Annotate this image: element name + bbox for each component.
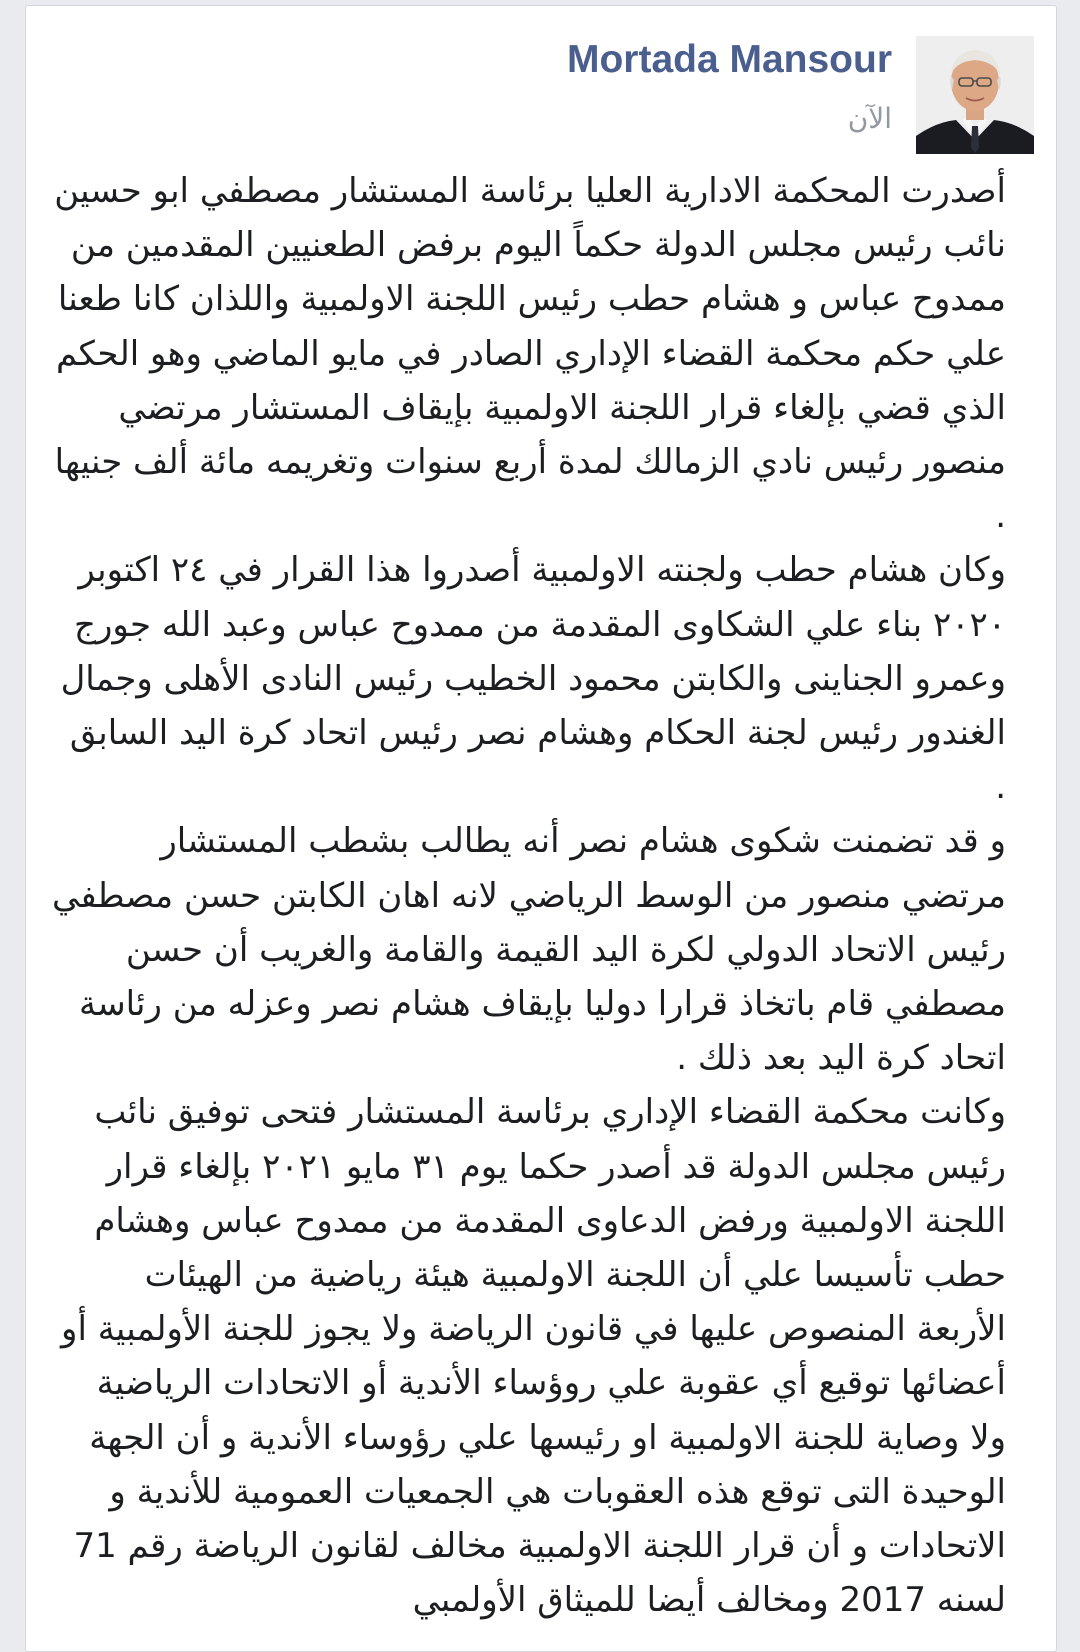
avatar[interactable] xyxy=(916,36,1034,154)
post-paragraph-2: وكان هشام حطب ولجنته الاولمبية أصدروا هذا القرار في ٢٤ اكتوبر ٢٠٢٠ بناء علي الشكاوى المقدمة من ممدوح عباس وعبد الله جورج وعمرو الجناينى والكابتن محمود الخطيب رئيس النادى الأهلى وجمال الغندور رئيس لجنة الحكام وهشام نصر رئيس اتحاد كرة اليد السابق . xyxy=(60,550,1006,808)
post-card xyxy=(25,5,1057,1652)
post-timestamp[interactable]: الآن xyxy=(847,102,892,135)
post-paragraph-4: وكانت محكمة القضاء الإداري برئاسة المستشار فتحى توفيق نائب رئيس مجلس الدولة قد أصدر حكما يوم ٣١ مايو ٢٠٢١ بإلغاء قرار اللجنة الاولمبية ورفض الدعاوى المقدمة من ممدوح عباس وهشام حطب تأسيسا علي أن اللجنة الاولمبية هيئة رياضية من الهيئات الأربعة المنصوص عليها في قانون الرياضة ولا يجوز للجنة الأولمبية أو أعضائها توقيع أي عقوبة علي روؤساء الأندية أو الاتحادات الرياضية ولا وصاية للجنة الاولمبية او رئيسها علي رؤوساء الأندية و أن الجهة الوحيدة التى توقع هذه العقوبات هي الجمعيات العمومية للأندية و الاتحادات و أن قرار اللجنة الاولمبية مخالف لقانون الرياضة رقم 71 لسنه 2017 ومخالف أيضا للميثاق الأولمبي xyxy=(61,1092,1006,1621)
post-paragraph-1: أصدرت المحكمة الادارية العليا برئاسة المستشار مصطفي ابو حسين نائب رئيس مجلس الدولة حكماً اليوم برفض الطعنيين المقدمين من ممدوح عباس و هشام حطب رئيس اللجنة الاولمبية واللذان كانا طعنا علي حكم محكمة القضاء الإداري الصادر في مايو الماضي وهو الحكم الذي قضي بإلغاء قرار اللجنة الاولمبية بإيقاف المستشار مرتضي منصور رئيس نادي الزمالك لمدة أربع سنوات وتغريمه مائة ألف جنيها . xyxy=(54,171,1006,537)
post-header xyxy=(48,28,1034,158)
post-text xyxy=(51,164,1006,1627)
post-paragraph-3: و قد تضمنت شكوى هشام نصر أنه يطالب بشطب المستشار مرتضي منصور من الوسط الرياضي لانه اهان الكابتن حسن مصطفي رئيس الاتحاد الدولي لكرة اليد القيمة والقامة والغريب أن حسن مصطفي قام باتخاذ قرارا دوليا بإيقاف هشام نصر وعزله من رئاسة اتحاد كرة اليد بعد ذلك . xyxy=(52,821,1006,1079)
author-name[interactable]: Mortada Mansour xyxy=(566,38,892,81)
profile-photo-icon xyxy=(916,36,1034,154)
